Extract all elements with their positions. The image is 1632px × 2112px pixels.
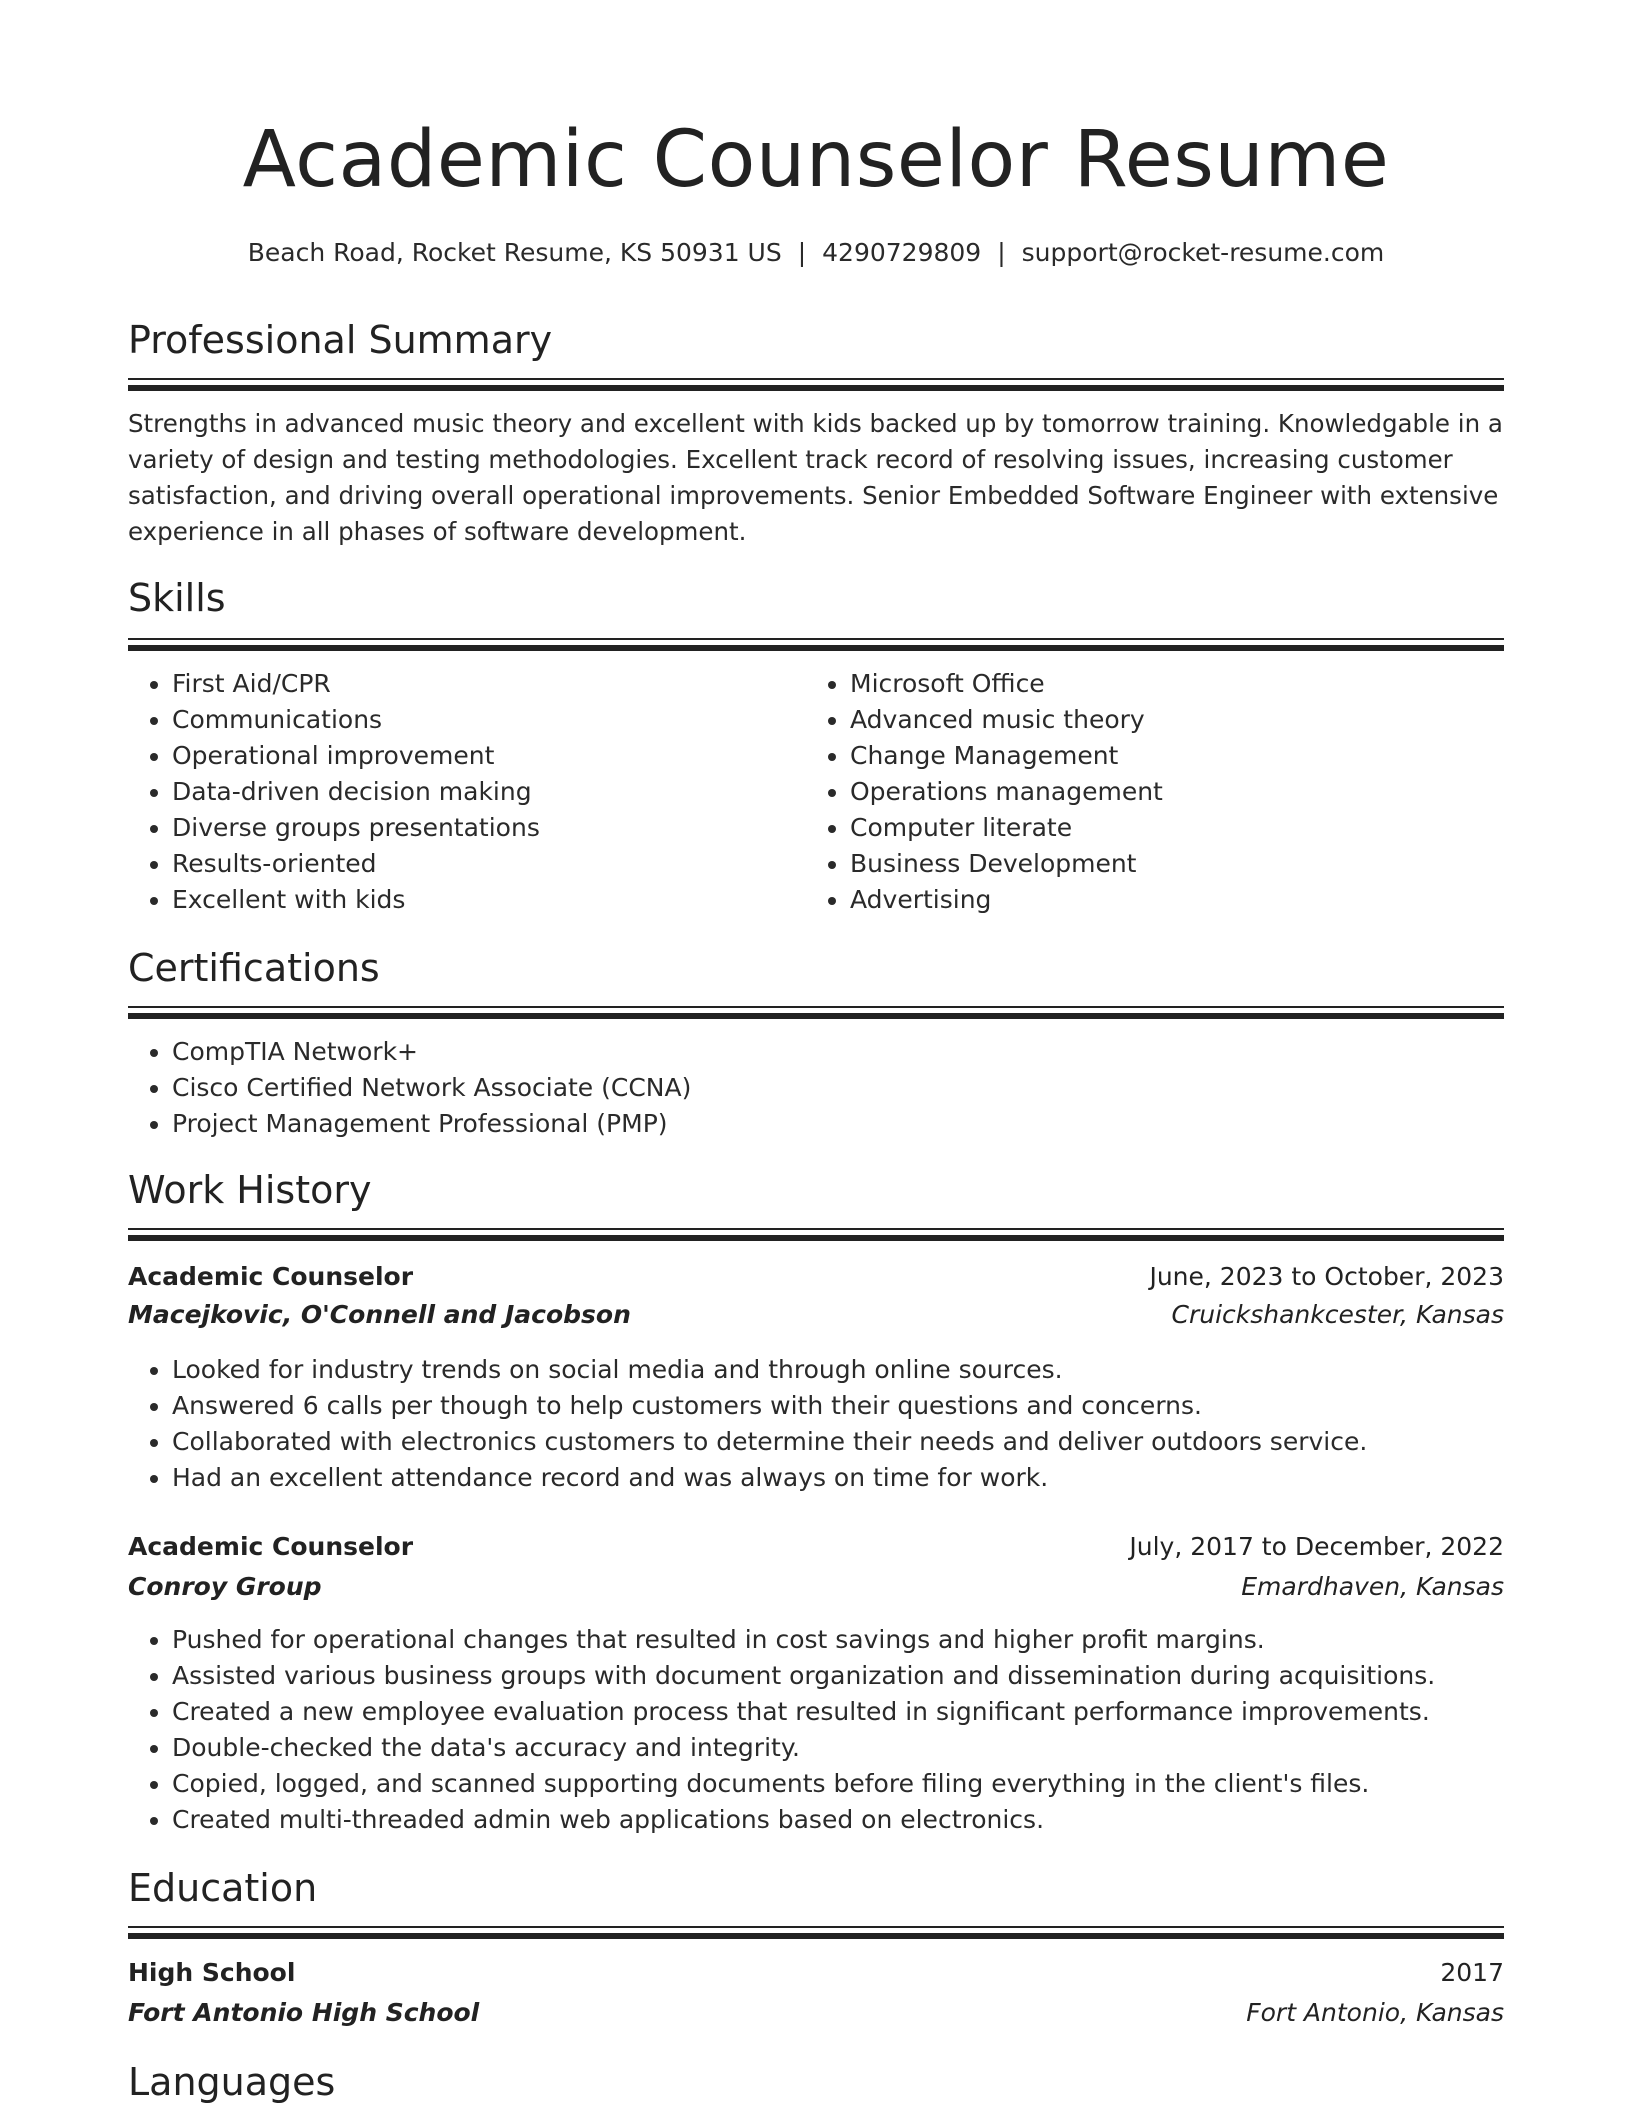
skill-item: • Results-oriented [172,846,792,882]
job-subheader [128,1300,1504,1329]
certification-item: • Cisco Certified Network Associate (CCNA) [172,1070,1472,1106]
section-divider [128,1228,1504,1244]
skills-list-right [806,666,1530,918]
section-divider [128,638,1504,654]
job-duty: • Collaborated with electronics customers to determine their needs and deliver outdoors service. [172,1424,1504,1460]
skill-item: • Business Development [850,846,1530,882]
job-dates: July, 2017 to December, 2022 [1129,1532,1504,1561]
skill-item: • First Aid/CPR [172,666,792,702]
certifications-list [128,1034,1472,1142]
job-header [128,1532,1504,1561]
job-duties-list [128,1622,1504,1838]
contact-phone: 4290729809 [822,238,982,267]
skill-item: • Communications [172,702,792,738]
job-header [128,1262,1504,1291]
education-header [128,1958,1504,1987]
job-duty: • Created a new employee evaluation process that resulted in significant performance improvements. [172,1694,1504,1730]
work-history-heading: Work History [128,1168,372,1212]
education-degree: High School [128,1958,296,1987]
skill-item: • Diverse groups presentations [172,810,792,846]
job-duty: • Answered 6 calls per though to help customers with their questions and concerns. [172,1388,1504,1424]
summary-text: Strengths in advanced music theory and excellent with kids backed up by tomorrow training. Knowledgable in a variety of design and testing methodologies. Excellent track record of resolving issues, increasing customer satisfaction, and driving overall operational improvements. Senior Embedded Software Engineer with extensive experience in all phases of software development. [128,409,1503,546]
education-school: Fort Antonio High School [128,1998,480,2027]
skill-item: • Computer literate [850,810,1530,846]
job-duty: • Pushed for operational changes that resulted in cost savings and higher profit margins. [172,1622,1504,1658]
skills-list-left [128,666,792,918]
job-duty: • Copied, logged, and scanned supporting documents before filing everything in the client's files. [172,1766,1504,1802]
job-duty: • Assisted various business groups with document organization and dissemination during acquisitions. [172,1658,1504,1694]
job-duty: • Had an excellent attendance record and was always on time for work. [172,1460,1504,1496]
skill-item: • Microsoft Office [850,666,1530,702]
skill-item: • Data-driven decision making [172,774,792,810]
education-location: Fort Antonio, Kansas [1246,1998,1504,2027]
skill-item: • Change Management [850,738,1530,774]
job-subheader [128,1572,1504,1601]
job-location: Emardhaven, Kansas [1241,1572,1504,1601]
section-divider [128,378,1504,394]
certifications-heading: Certifications [128,946,380,990]
summary-heading: Professional Summary [128,318,553,362]
section-divider [128,1926,1504,1942]
skill-item: • Excellent with kids [172,882,792,918]
certification-item: • Project Management Professional (PMP) [172,1106,1472,1142]
resume-title: Academic Counselor Resume [242,115,1390,205]
job-dates: June, 2023 to October, 2023 [1149,1262,1504,1291]
contact-email: support@rocket-resume.com [1021,238,1385,267]
job-duty: • Created multi-threaded admin web applications based on electronics. [172,1802,1504,1838]
skill-item: • Operations management [850,774,1530,810]
certification-item: • CompTIA Network+ [172,1034,1472,1070]
job-title: Academic Counselor [128,1532,414,1561]
section-divider [128,1006,1504,1022]
languages-heading: Languages [128,2060,336,2104]
contact-separator: | [797,238,807,267]
job-company: Conroy Group [128,1572,322,1601]
contact-address: Beach Road, Rocket Resume, KS 50931 US [247,238,782,267]
job-company: Macejkovic, O'Connell and Jacobson [128,1300,631,1329]
contact-separator: | [997,238,1006,267]
job-duties-list [128,1352,1504,1496]
contact-line [128,238,1504,267]
education-subheader [128,1998,1504,2027]
job-title: Academic Counselor [128,1262,414,1291]
skills-heading: Skills [128,576,226,620]
education-heading: Education [128,1866,318,1910]
job-location: Cruickshankcester, Kansas [1171,1300,1504,1329]
skill-item: • Advanced music theory [850,702,1530,738]
job-duty: • Double-checked the data's accuracy and integrity. [172,1730,1504,1766]
job-duty: • Looked for industry trends on social media and through online sources. [172,1352,1504,1388]
skill-item: • Advertising [850,882,1530,918]
education-year: 2017 [1440,1958,1504,1987]
skill-item: • Operational improvement [172,738,792,774]
